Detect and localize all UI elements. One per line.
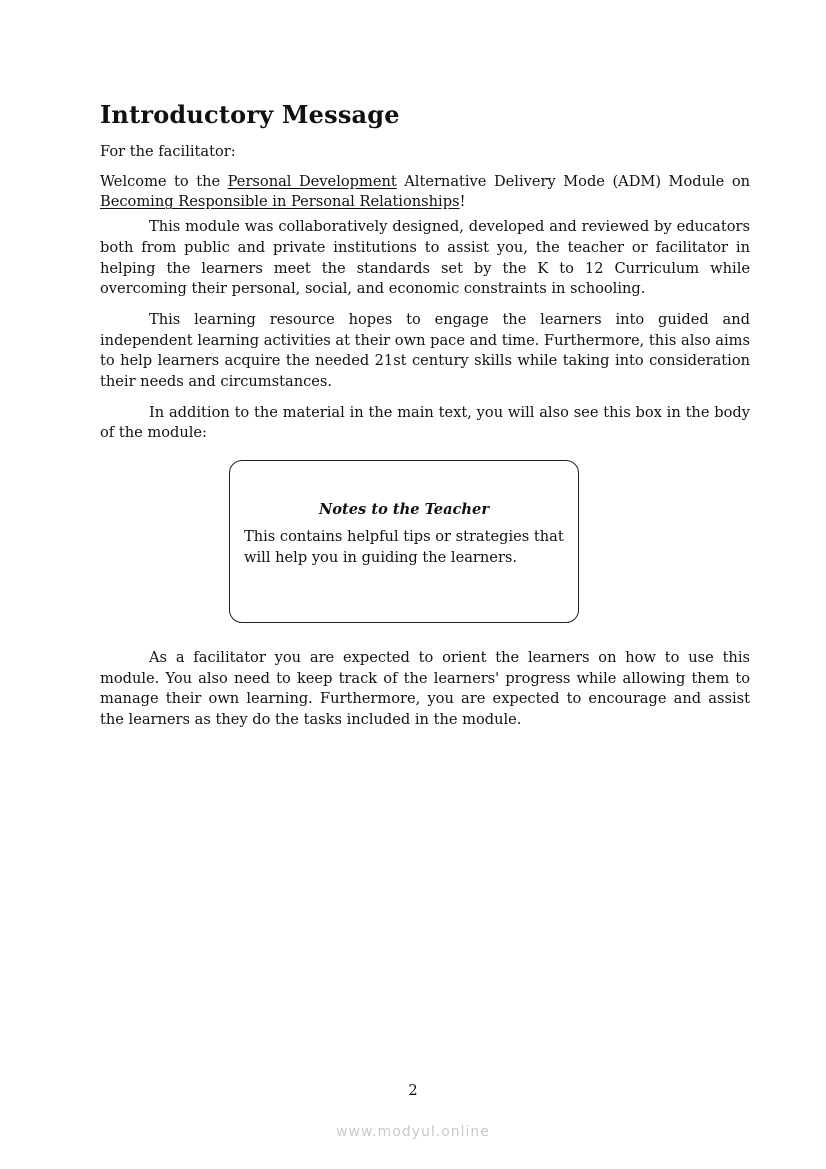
watermark: www.modyul.online (336, 1124, 490, 1140)
module-topic: Becoming Responsible in Personal Relationships (100, 193, 460, 211)
welcome-paragraph (100, 172, 750, 213)
page-title: Introductory Message (100, 100, 400, 129)
paragraph-box-intro: In addition to the material in the main text, you will also see this box in the body of the module: (100, 403, 750, 442)
welcome-prefix: Welcome to the (100, 172, 228, 190)
paragraph-closing: As a facilitator you are expected to orient the learners on how to use this module. You also need to keep track of the learners' progress while allowing them to manage their own learning. Furthermore, you are expected to encourage and assist the learners as they do the tasks included in the module. (100, 649, 750, 729)
notes-box-body: This contains helpful tips or strategies that will help you in guiding the learners. (244, 528, 564, 566)
notes-to-teacher-box (229, 460, 579, 623)
facilitator-label: For the facilitator: (100, 143, 236, 160)
notes-box-title: Notes to the Teacher (318, 501, 490, 518)
subject-title: Personal Development (227, 172, 397, 190)
paragraph-purpose: This module was collaboratively designed, developed and reviewed by educators both from public and private institutions to assist you, the teacher or facilitator in helping the learners meet the standards set by the K to 12 Curriculum while overcoming their personal, social, and economic constraints in schooling. (100, 218, 750, 298)
closing-section (100, 648, 750, 731)
document-page (100, 98, 751, 729)
page-number: 2 (408, 1082, 418, 1099)
welcome-suffix: ! (459, 193, 466, 211)
paragraph-resource: This learning resource hopes to engage the learners into guided and independent learning activities at their own pace and time. Furthermore, this also aims to help learners acquire the needed 21st century skills while taking into consideration their needs and circumstances. (100, 310, 750, 391)
welcome-middle: Alternative Delivery Mode (ADM) Module on (396, 172, 751, 190)
